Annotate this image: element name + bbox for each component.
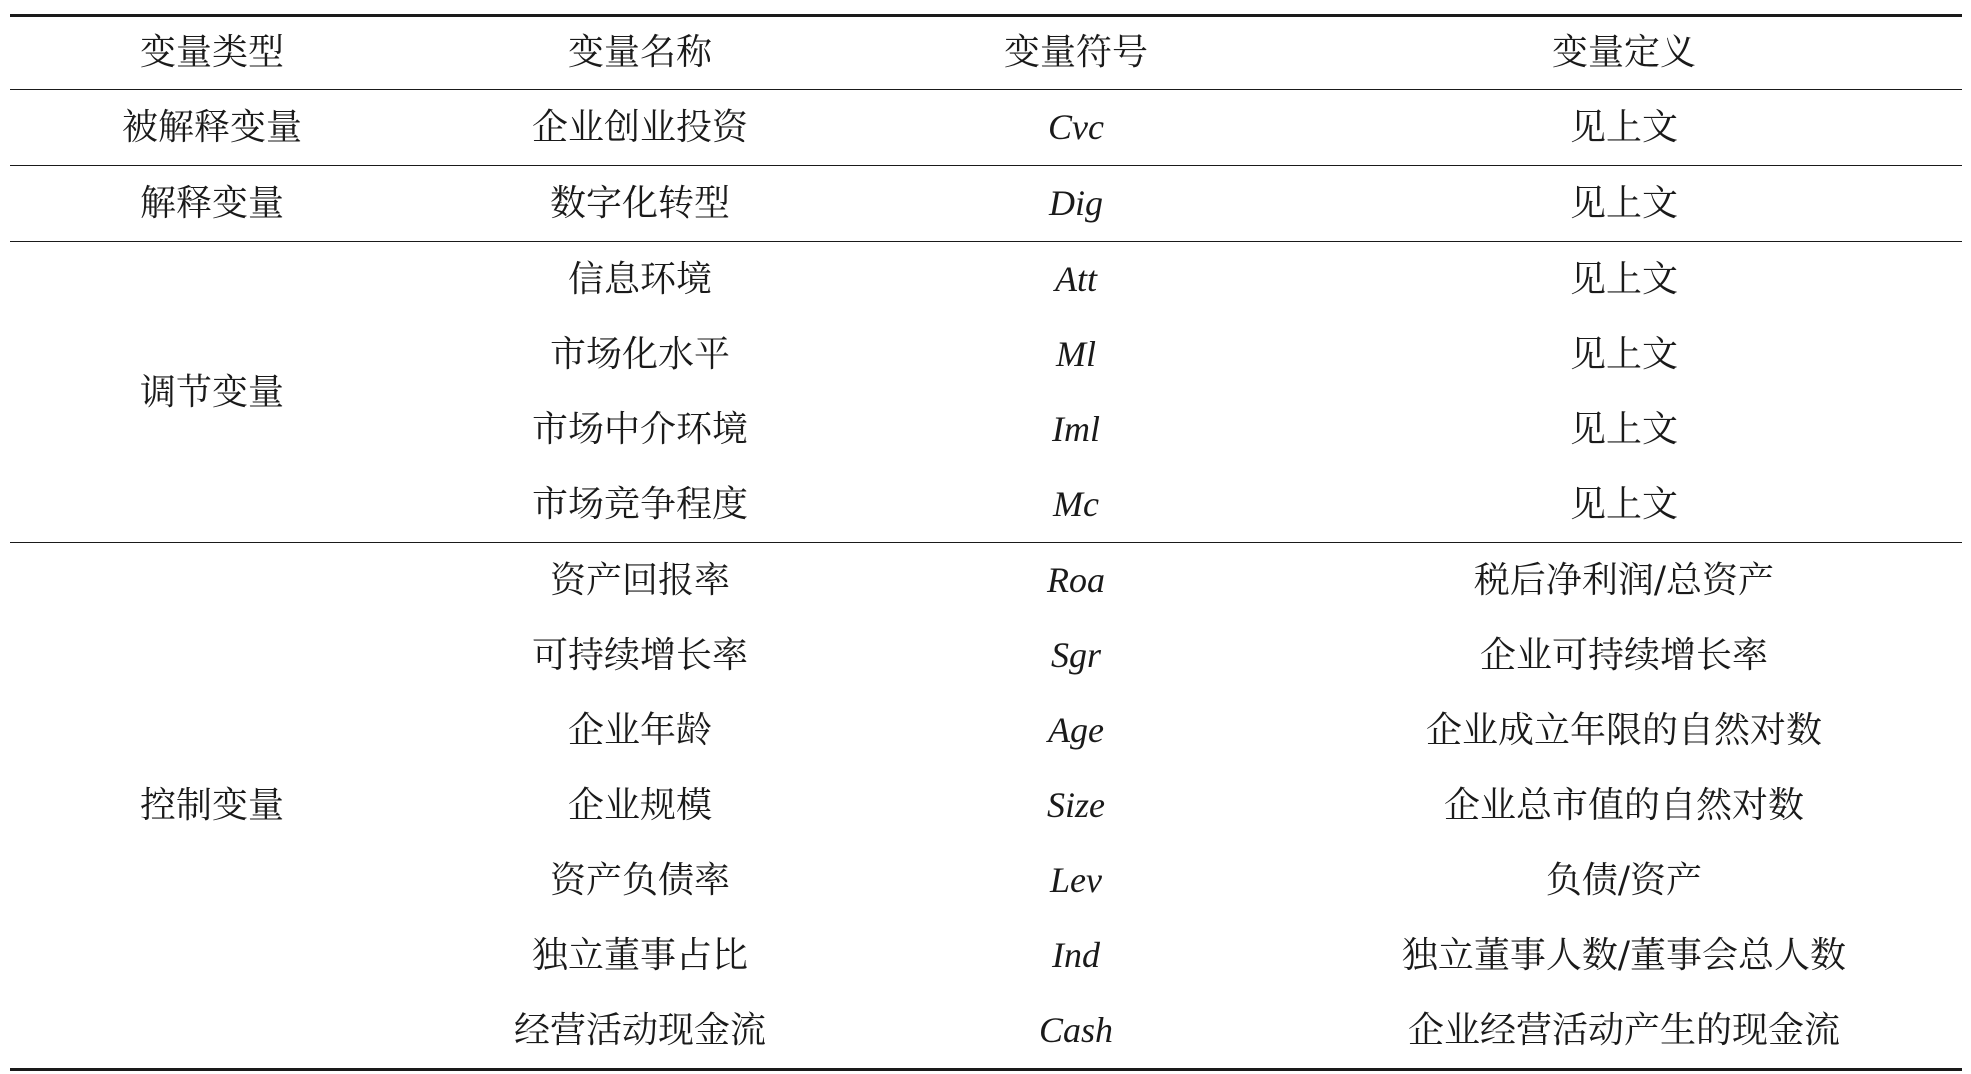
variable-name-cell: 资产负债率 — [549, 860, 730, 901]
group-explanatory-variable — [10, 166, 1962, 242]
variable-definition-cell: 企业总市值的自然对数 — [1443, 785, 1804, 826]
header-variable-name: 变量名称 — [414, 16, 866, 90]
header-variable-symbol: 变量符号 — [866, 16, 1286, 90]
header-row — [10, 16, 1962, 90]
table-header — [10, 16, 1962, 90]
variable-type-cell: 调节变量 — [10, 242, 414, 543]
variable-definition-cell: 见上文 — [1286, 90, 1962, 166]
variable-definition-cell: 见上文 — [1569, 259, 1678, 300]
variable-symbol-cell: Age — [1048, 710, 1104, 750]
variable-symbol-cell: Cvc — [866, 90, 1286, 166]
group-moderating-variables — [10, 242, 1962, 543]
table-row — [10, 242, 1962, 318]
table-row — [10, 90, 1962, 166]
group-control-variables — [10, 543, 1962, 1070]
variable-definition-cell: 企业成立年限的自然对数 — [1425, 710, 1822, 751]
variable-name-cell: 市场化水平 — [549, 334, 730, 375]
variable-name-cell: 企业规模 — [567, 785, 712, 826]
variable-symbol-cell: Dig — [866, 166, 1286, 242]
variable-definition-table — [10, 14, 1962, 1071]
variable-symbol-cell: Ml — [1056, 334, 1096, 374]
group-dependent-variable — [10, 90, 1962, 166]
variable-name-cell: 市场中介环境 — [531, 409, 748, 450]
variable-definition-cell: 见上文 — [1286, 467, 1962, 543]
header-variable-definition: 变量定义 — [1286, 16, 1962, 90]
variable-name-cell: 经营活动现金流 — [414, 993, 866, 1070]
variable-type-cell: 控制变量 — [10, 543, 414, 1070]
variable-definition-cell: 企业可持续增长率 — [1479, 635, 1768, 676]
variable-symbol-cell: Iml — [1052, 409, 1100, 449]
variable-name-cell: 资产回报率 — [549, 560, 730, 601]
variable-symbol-cell: Lev — [1050, 860, 1102, 900]
variable-definition-cell: 见上文 — [1286, 166, 1962, 242]
variable-symbol-cell: Roa — [1047, 560, 1105, 600]
variable-type-cell: 解释变量 — [10, 166, 414, 242]
table-row — [10, 543, 1962, 619]
variable-name-cell: 企业创业投资 — [414, 90, 866, 166]
variable-definition-cell: 独立董事人数/董事会总人数 — [1401, 935, 1847, 976]
variable-name-cell: 独立董事占比 — [531, 935, 748, 976]
table-row — [10, 166, 1962, 242]
variable-name-cell: 信息环境 — [567, 259, 712, 300]
variable-symbol-cell: Mc — [866, 467, 1286, 543]
header-variable-type: 变量类型 — [10, 16, 414, 90]
variable-definition-cell: 见上文 — [1569, 334, 1678, 375]
variable-definition-table-container — [10, 14, 1962, 1071]
variable-definition-cell: 见上文 — [1569, 409, 1678, 450]
variable-name-cell: 数字化转型 — [414, 166, 866, 242]
variable-definition-cell: 企业经营活动产生的现金流 — [1286, 993, 1962, 1070]
variable-type-cell: 被解释变量 — [10, 90, 414, 166]
variable-name-cell: 可持续增长率 — [531, 635, 748, 676]
variable-name-cell: 市场竞争程度 — [414, 467, 866, 543]
variable-symbol-cell: Att — [1055, 259, 1097, 299]
variable-symbol-cell: Size — [1047, 785, 1105, 825]
variable-definition-cell: 负债/资产 — [1545, 860, 1703, 901]
variable-symbol-cell: Sgr — [1050, 635, 1101, 675]
variable-symbol-cell: Ind — [1052, 935, 1100, 975]
variable-symbol-cell: Cash — [866, 993, 1286, 1070]
variable-definition-cell: 税后净利润/总资产 — [1473, 560, 1775, 601]
variable-name-cell: 企业年龄 — [567, 710, 712, 751]
